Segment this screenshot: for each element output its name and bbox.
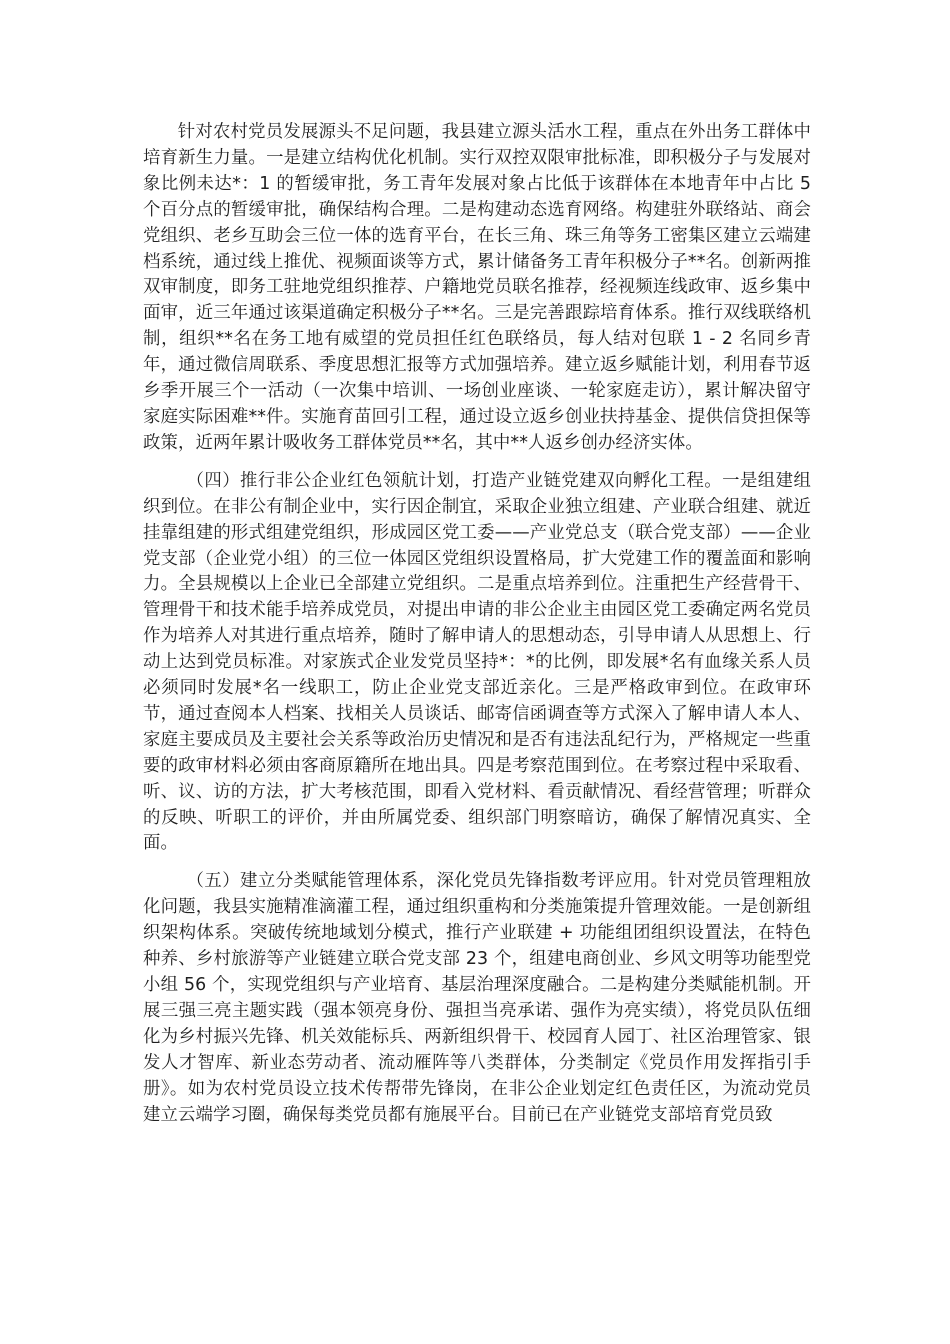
paragraph-section-five: （五）建立分类赋能管理体系，深化党员先锋指数考评应用。针对党员管理粗放化问题，我县实施精准滴灌工程，通过组织重构和分类施策提升管理效能。一是创新组织架构体系。突破传统地域划分模式，推行产业联建 + 功能组团组织设置法，在特色种养、乡村旅游等产业链建立联合党支部 23 个，组建电商创业、乡风文明等功能型党小组 56 个，实现党组织与产业培育、基层治理深度融合。二是构建分类赋能机制。开展三强三亮主题实践（强本领亮身份、强担当亮承诺、强作为亮实绩），将党员队伍细化为乡村振兴先锋、机关效能标兵、两新组织骨干、校园育人园丁、社区治理管家、银发人才智库、新业态劳动者、流动雁阵等八类群体，分类制定《党员作用发挥指引手册》。如为农村党员设立技术传帮带先锋岗，在非公企业划定红色责任区，为流动党员建立云端学习圈，确保每类党员都有施展平台。目前已在产业链党支部培育党员致	[143, 871, 811, 1125]
paragraph-section-four: （四）推行非公企业红色领航计划，打造产业链党建双向孵化工程。一是组建组织到位。在非公有制企业中，实行因企制宜，采取企业独立组建、产业联合组建、就近挂靠组建的形式组建党组织，形成园区党工委——产业党总支（联合党支部）——企业党支部（企业党小组）的三位一体园区党组织设置格局，扩大党建工作的覆盖面和影响力。全县规模以上企业已全部建立党组织。二是重点培养到位。注重把生产经营骨干、管理骨干和技术能手培养成党员，对提出申请的非公企业主由园区党工委确定两名党员作为培养人对其进行重点培养，随时了解申请人的思想动态，引导申请人从思想上、行动上达到党员标准。对家族式企业发党员坚持*：*的比例，即发展*名有血缘关系人员必须同时发展*名一线职工，防止企业党支部近亲化。三是严格政审到位。在政审环节，通过查阅本人档案、找相关人员谈话、邮寄信函调查等方式深入了解申请人本人、家庭主要成员及主要社会关系等政治历史情况和是否有违法乱纪行为，严格规定一些重要的政审材料必须由客商原籍所在地出具。四是考察范围到位。在考察过程中采取看、听、议、访的方法，扩大考核范围，即看入党材料、看贡献情况、看经营管理；听群众的反映、听职工的评价，并由所属党委、组织部门明察暗访，确保了解情况真实、全面。	[143, 470, 811, 854]
document-page	[143, 120, 811, 1140]
paragraph-source-water-project: 针对农村党员发展源头不足问题，我县建立源头活水工程，重点在外出务工群体中培育新生力量。一是建立结构优化机制。实行双控双限审批标准，即积极分子与发展对象比例未达*：1 的暂缓审批，务工青年发展对象占比低于该群体在本地青年中占比 5 个百分点的暂缓审批，确保结构合理。二是构建动态选育网络。构建驻外联络站、商会党组织、老乡互助会三位一体的选育平台，在长三角、珠三角等务工密集区建立云端建档系统，通过线上推优、视频面谈等方式，累计储备务工青年积极分子**名。创新两推双审制度，即务工驻地党组织推荐、户籍地党员联名推荐，经视频连线政审、返乡集中面审，近三年通过该渠道确定积极分子**名。三是完善跟踪培育体系。推行双线联络机制，组织**名在务工地有威望的党员担任红色联络员，每人结对包联 1 - 2 名同乡青年，通过微信周联系、季度思想汇报等方式加强培养。建立返乡赋能计划，利用春节返乡季开展三个一活动（一次集中培训、一场创业座谈、一轮家庭走访），累计解决留守家庭实际困难**件。实施育苗回引工程，通过设立返乡创业扶持基金、提供信贷担保等政策，近两年累计吸收务工群体党员**名，其中**人返乡创办经济实体。	[143, 122, 811, 453]
